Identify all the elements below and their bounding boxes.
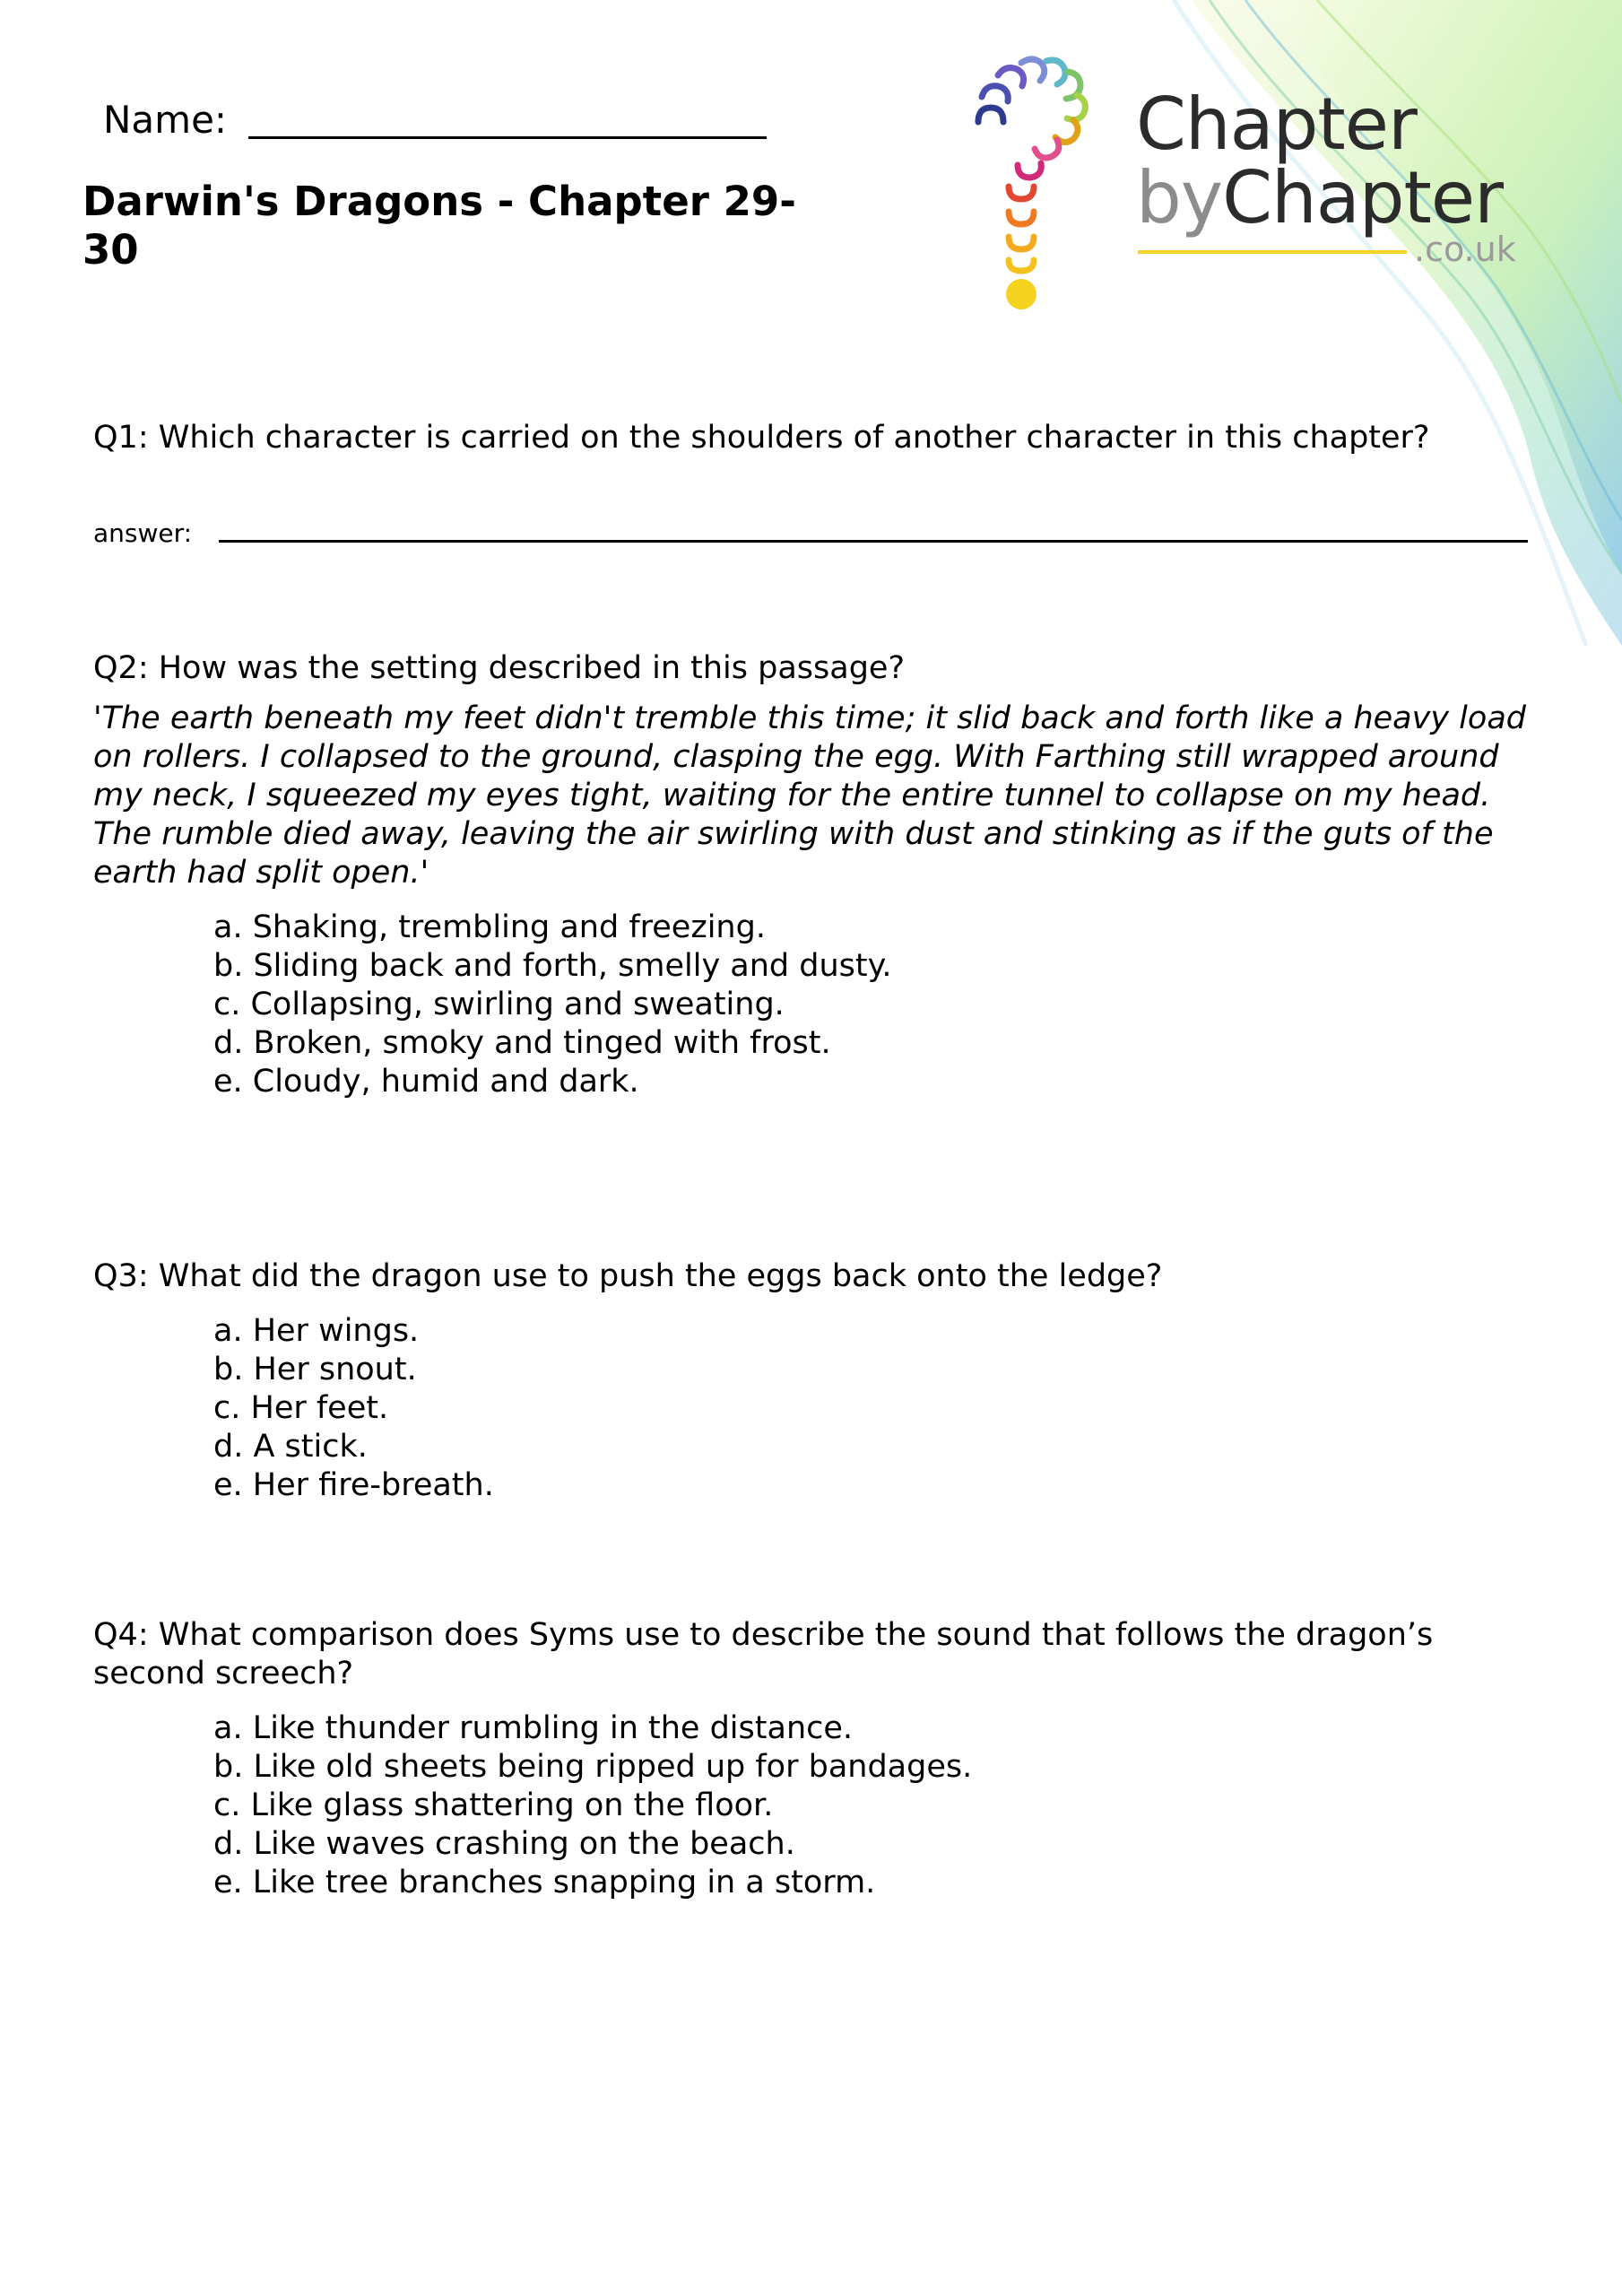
question-1: [93, 419, 1528, 457]
passage-paragraph: 'The earth beneath my feet didn't tremble this time; it slid back and forth like a heavy load on rollers. I collapsed to the ground, clasping the egg. With Farthing still wrapped around my neck, I squeezed my eyes tight, waiting for the entire tunnel to collapse on my head.: [93, 700, 1526, 813]
question-3-text: Q3: What did the dragon use to push the eggs back onto the ledge?: [93, 1258, 1163, 1294]
name-label: Name:: [103, 98, 228, 142]
chapter-by-chapter-logo: [964, 52, 1538, 312]
option-e[interactable]: e. Like tree branches snapping in a storm.: [213, 1865, 876, 1900]
name-input-line[interactable]: [248, 91, 767, 139]
option-b[interactable]: b. Like old sheets being ripped up for bandages.: [213, 1749, 973, 1785]
option-b[interactable]: b. Her snout.: [213, 1352, 417, 1387]
question-4: [93, 1616, 1528, 1902]
option-d[interactable]: d. Broken, smoky and tinged with frost.: [213, 1025, 831, 1061]
answer-input-line[interactable]: [219, 540, 1528, 543]
question-2-passage: [93, 700, 1528, 892]
worksheet-title: Darwin's Dragons - Chapter 29-30: [82, 178, 796, 274]
name-field-row: [103, 91, 767, 142]
question-1-answer-row: [93, 518, 1528, 554]
option-b[interactable]: b. Sliding back and forth, smelly and dusty.: [213, 948, 892, 984]
option-c[interactable]: c. Her feet.: [213, 1390, 389, 1426]
logo-word-by: by: [1136, 156, 1223, 239]
option-e[interactable]: e. Cloudy, humid and dark.: [213, 1064, 639, 1100]
option-a[interactable]: a. Shaking, trembling and freezing.: [213, 909, 766, 945]
option-e[interactable]: e. Her fire-breath.: [213, 1467, 494, 1503]
option-d[interactable]: d. A stick.: [213, 1429, 368, 1465]
question-2-text: Q2: How was the setting described in this passage?: [93, 650, 906, 686]
option-a[interactable]: a. Her wings.: [213, 1313, 420, 1349]
question-mark-books-icon: [964, 52, 1125, 312]
logo-wordmark: [1136, 83, 1503, 239]
logo-underline: [1138, 250, 1407, 254]
logo-word-chapter: Chapter: [1136, 83, 1417, 166]
question-4-text: Q4: What comparison does Syms use to describe the sound that follows the dragon’s second screech?: [93, 1617, 1434, 1692]
option-c[interactable]: c. Like glass shattering on the floor.: [213, 1787, 774, 1823]
option-c[interactable]: c. Collapsing, swirling and sweating.: [213, 987, 785, 1022]
question-1-text: Q1: Which character is carried on the shoulders of another character in this chapter?: [93, 420, 1430, 456]
passage-paragraph: The rumble died away, leaving the air swirling with dust and stinking as if the guts of the earth had split open.': [93, 816, 1494, 891]
option-d[interactable]: d. Like waves crashing on the beach.: [213, 1826, 795, 1862]
question-2-options: [213, 909, 1528, 1101]
option-a[interactable]: a. Like thunder rumbling in the distance.: [213, 1710, 854, 1746]
answer-label: answer:: [93, 518, 193, 548]
question-2: [93, 649, 1528, 1101]
question-4-options: [213, 1709, 1528, 1902]
logo-word-by-chapter: [1136, 156, 1503, 239]
question-3-options: [213, 1312, 1528, 1505]
logo-domain: .co.uk: [1414, 230, 1516, 269]
question-3: [93, 1257, 1528, 1505]
logo-word-chapter-2: Chapter: [1222, 156, 1503, 239]
